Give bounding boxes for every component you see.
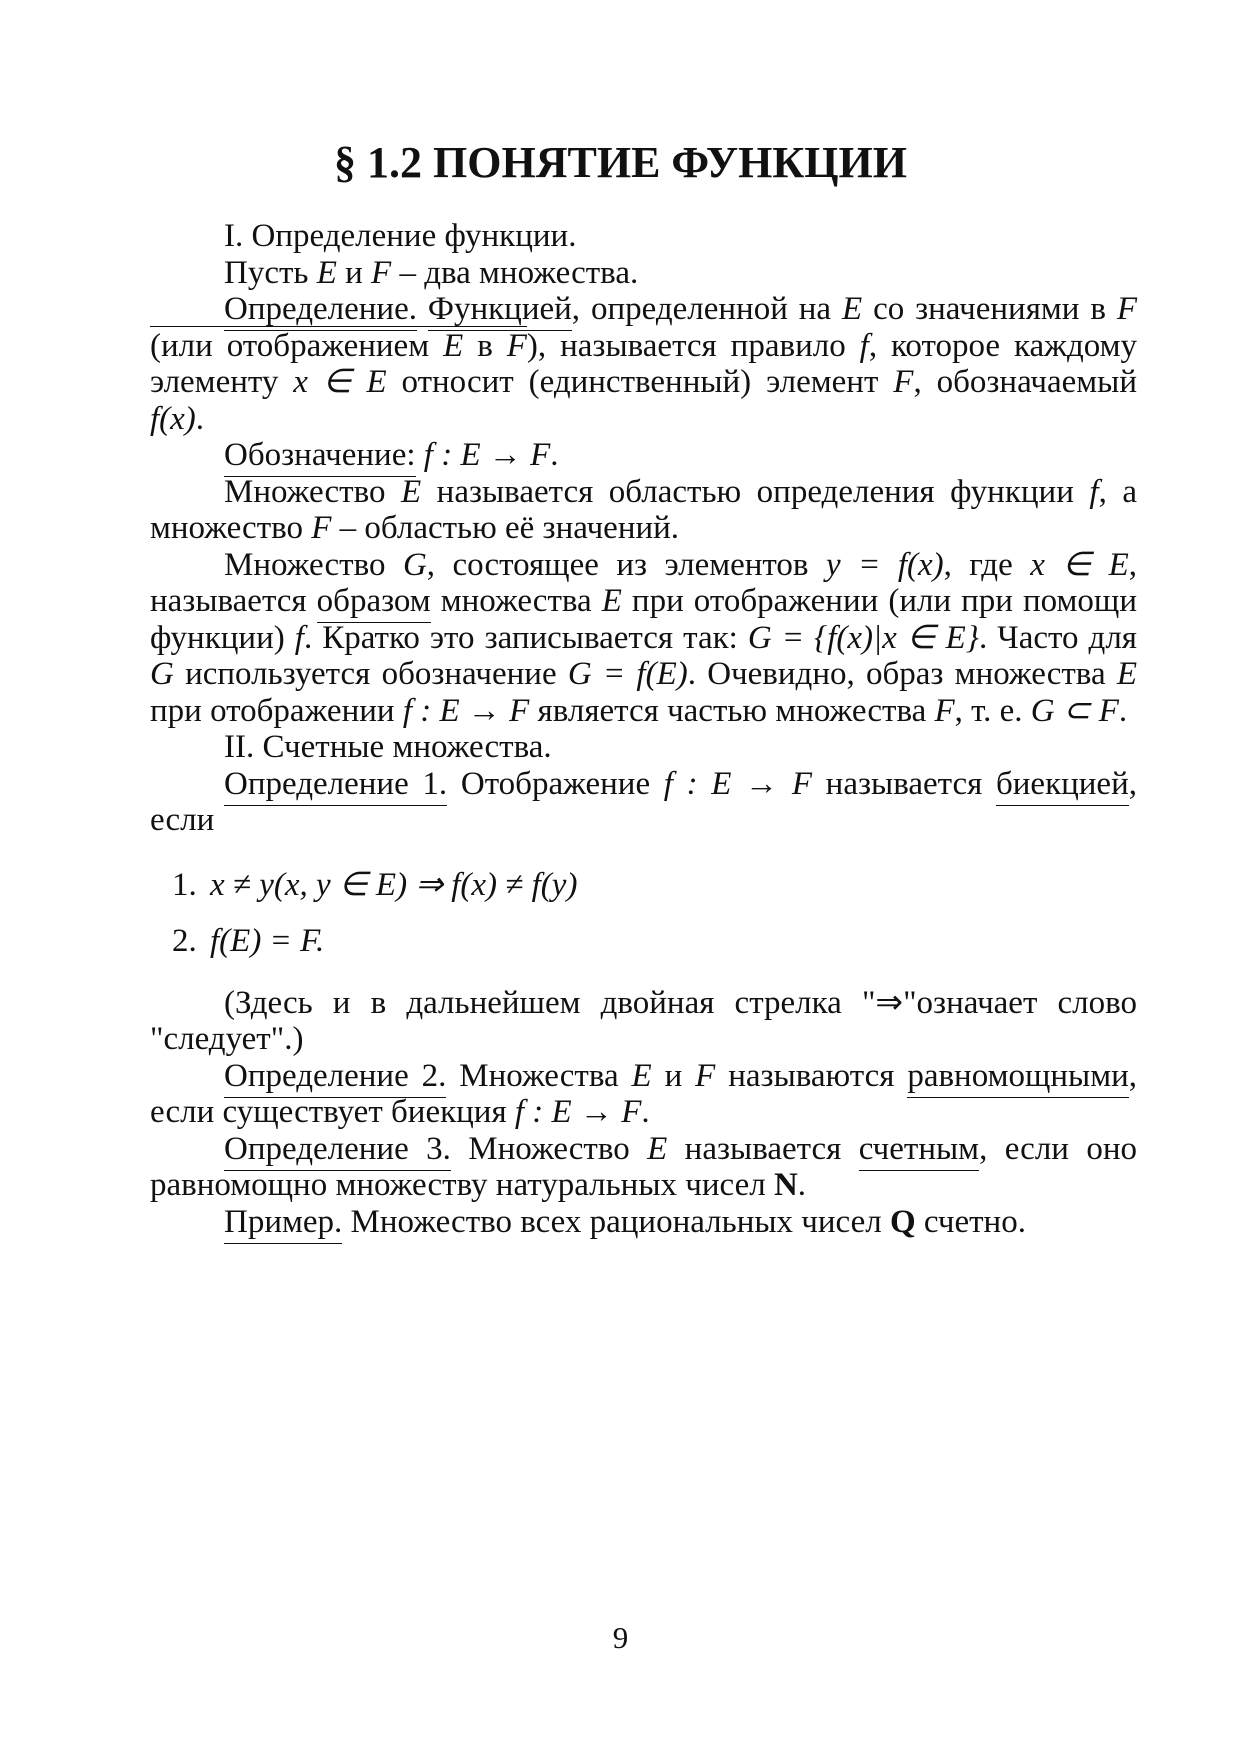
term-equipotent: равномощными bbox=[907, 1058, 1128, 1098]
notation-line: Обозначение: f : E → F. bbox=[150, 437, 1137, 474]
definition-1-label: Определение 1. bbox=[224, 766, 447, 806]
arrow-note: (Здесь и в дальнейшем двойная стрелка "⇒"означает слово "следует".) bbox=[150, 984, 1137, 1057]
term-countable: счетным bbox=[859, 1131, 979, 1171]
page-number: 9 bbox=[612, 1620, 629, 1655]
term-image: образом bbox=[317, 583, 431, 623]
definition-2: Определение 2. Множества E и F называются равномощными, если существует биекция f : E → F. bbox=[150, 1057, 1137, 1130]
domain-paragraph: Множество E называется областью определения функции f, а множество F – областью её значений. bbox=[150, 473, 1137, 546]
parenthetical-mapping: (или отображением E в F bbox=[150, 327, 527, 364]
term-bijection: биекцией bbox=[996, 766, 1129, 806]
notation-formula: f : E → F bbox=[423, 437, 551, 473]
example-paragraph: Пример. Множество всех рациональных чисел Q счетно. bbox=[150, 1204, 1137, 1241]
list-item: 2. f(E) = F. bbox=[172, 922, 325, 959]
section-1-heading: I. Определение функции. bbox=[224, 218, 577, 254]
term-function: Функцией bbox=[428, 291, 572, 331]
example-label: Пример. bbox=[224, 1204, 342, 1244]
definition-label: Определение. bbox=[224, 291, 417, 331]
page-body bbox=[150, 218, 1137, 1240]
definition-3-label: Определение 3. bbox=[224, 1131, 451, 1171]
bijection-conditions bbox=[172, 857, 1137, 969]
definition-3: Определение 3. Множество E называется счетным, если оно равномощно множеству натуральных чисел N. bbox=[150, 1130, 1138, 1203]
intro-paragraph: Пусть E и F – два множества. bbox=[224, 254, 639, 291]
function-definition: Определение. Функцией, определенной на E со значениями в F (или отображением E в F), называется правило f, которое каждому элементу x ∈ E относит (единственный) элемент F, обозначаемый f(x). bbox=[150, 291, 1138, 437]
notation-label: Обозначение: bbox=[224, 437, 416, 477]
list-item: 1. x ≠ y(x, y ∈ E) ⇒ f(x) ≠ f(y) bbox=[172, 866, 578, 903]
section-2-heading: II. Счетные множества. bbox=[224, 729, 552, 765]
definition-1: Определение 1. Отображение f : E → F называется биекцией, если bbox=[150, 765, 1137, 838]
definition-2-label: Определение 2. bbox=[224, 1058, 446, 1098]
image-paragraph: Множество G, состоящее из элементов y = f(x), где x ∈ E, называется образом множества E при отображении (или при помощи функции) f. Кратко это записывается так: G = {f(x)|x ∈ E}. Часто для G используется обозначение G = f(E). Очевидно, образ множества E при отображении f : E → F является частью множества F, т. е. G ⊂ F. bbox=[150, 546, 1138, 729]
section-title: § 1.2 ПОНЯТИЕ ФУНКЦИИ bbox=[334, 138, 907, 187]
